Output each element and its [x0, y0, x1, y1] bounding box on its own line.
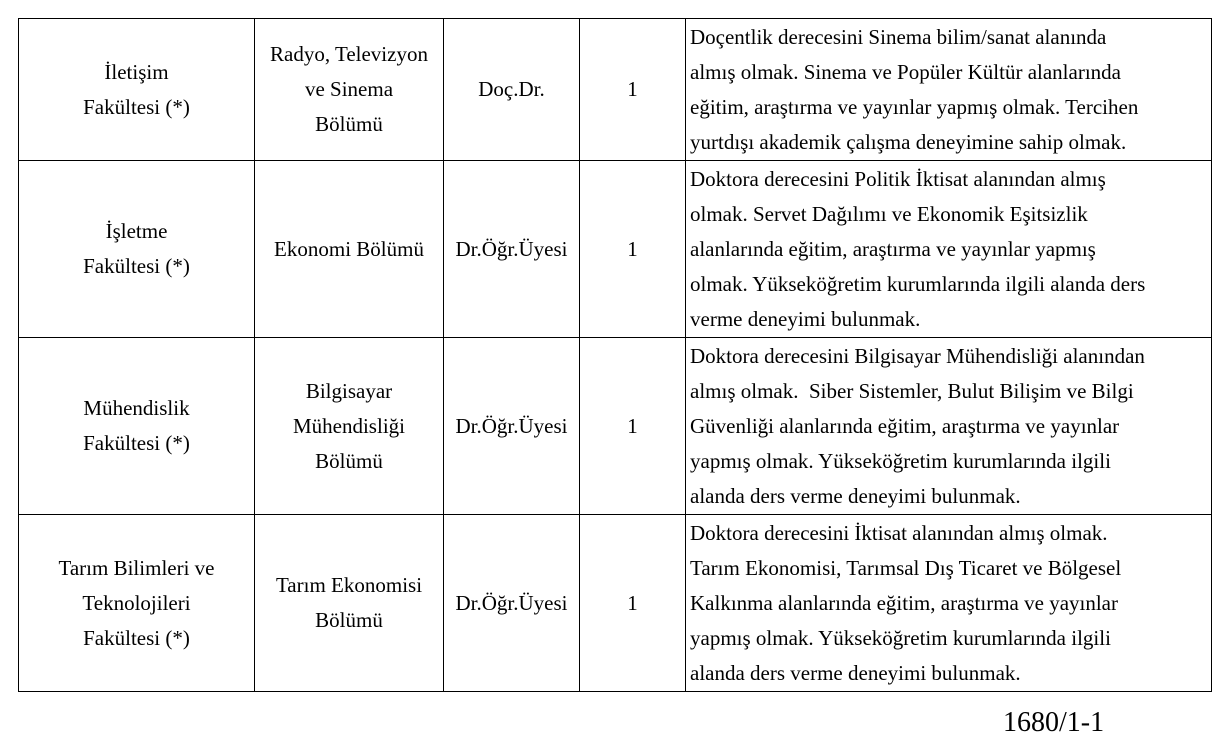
requirement-line: alanda ders verme deneyimi bulunmak.: [690, 660, 1021, 685]
requirement-line: Doktora derecesini Politik İktisat alanından almış: [690, 166, 1106, 191]
department-line: Radyo, Televizyon: [270, 42, 428, 66]
count-cell: 1: [580, 338, 686, 515]
requirement-line: Doktora derecesini İktisat alanından almış olmak.: [690, 520, 1108, 545]
department-line: Ekonomi Bölümü: [274, 236, 424, 261]
requirement-line: Doçentlik derecesini Sinema bilim/sanat alanında: [690, 24, 1107, 49]
requirement-line: yapmış olmak. Yükseköğretim kurumlarında ilgili: [690, 625, 1111, 650]
table-row: [19, 19, 1212, 161]
department-line: Bölümü: [315, 608, 383, 632]
requirements-cell: [686, 19, 1212, 161]
count-cell: 1: [580, 161, 686, 338]
table-row: [19, 338, 1212, 515]
requirement-line: yurtdışı akademik çalışma deneyimine sahip olmak.: [690, 129, 1127, 154]
table-row: [19, 515, 1212, 692]
requirement-line: Tarım Ekonomisi, Tarımsal Dış Ticaret ve Bölgesel: [690, 555, 1122, 580]
faculty-line: Teknolojileri: [82, 590, 191, 615]
department-line: ve Sinema: [304, 77, 394, 101]
faculty-line: Mühendislik: [83, 396, 190, 420]
title-cell: Dr.Öğr.Üyesi: [444, 338, 580, 515]
requirement-line: olmak. Yükseköğretim kurumlarında ilgili alanda ders: [690, 271, 1146, 296]
faculty-cell: [19, 161, 255, 338]
requirement-line: verme deneyimi bulunmak.: [690, 306, 921, 331]
position-announcement-table: [18, 18, 1212, 692]
requirement-line: olmak. Servet Dağılımı ve Ekonomik Eşitsizlik: [690, 201, 1088, 226]
faculty-line: Fakültesi (*): [83, 254, 190, 278]
requirements-cell: [686, 161, 1212, 338]
title-cell: Dr.Öğr.Üyesi: [444, 161, 580, 338]
requirement-line: Güvenliği alanlarında eğitim, araştırma ve yayınlar: [690, 413, 1120, 438]
requirement-line: almış olmak. Siber Sistemler, Bulut Bilişim ve Bilgi: [690, 378, 1134, 403]
department-cell: [255, 515, 444, 692]
faculty-line: Fakültesi (*): [83, 431, 190, 455]
requirement-line: Doktora derecesini Bilgisayar Mühendisliği alanından: [690, 343, 1145, 368]
requirements-cell: [686, 515, 1212, 692]
count-cell: 1: [580, 515, 686, 692]
faculty-cell: [19, 338, 255, 515]
faculty-cell: [19, 19, 255, 161]
title-cell: Dr.Öğr.Üyesi: [444, 515, 580, 692]
requirement-line: yapmış olmak. Yükseköğretim kurumlarında ilgili: [690, 448, 1111, 473]
department-line: Mühendisliği: [292, 413, 405, 438]
department-line: Bölümü: [315, 448, 383, 473]
table-row: [19, 161, 1212, 338]
department-line: Tarım Ekonomisi: [275, 573, 423, 597]
faculty-line: Tarım Bilimleri ve: [58, 555, 215, 580]
page-number: 1680/1-1: [1003, 707, 1105, 738]
faculty-line: Fakültesi (*): [83, 94, 190, 119]
faculty-cell: [19, 515, 255, 692]
requirement-line: Kalkınma alanlarında eğitim, araştırma ve yayınlar: [690, 590, 1118, 615]
count-cell: 1: [580, 19, 686, 161]
faculty-line: İşletme: [105, 219, 168, 243]
department-cell: [255, 161, 444, 338]
title-cell: Doç.Dr.: [444, 19, 580, 161]
department-line: Bölümü: [315, 112, 383, 136]
faculty-line: Fakültesi (*): [83, 625, 190, 650]
requirement-line: eğitim, araştırma ve yayınlar yapmış olmak. Tercihen: [690, 94, 1139, 119]
requirement-line: alanda ders verme deneyimi bulunmak.: [690, 483, 1021, 508]
requirements-cell: [686, 338, 1212, 515]
department-cell: [255, 19, 444, 161]
department-line: Bilgisayar: [305, 378, 393, 403]
requirement-line: almış olmak. Sinema ve Popüler Kültür alanlarında: [690, 59, 1121, 84]
department-cell: [255, 338, 444, 515]
requirement-line: alanlarında eğitim, araştırma ve yayınlar yapmış: [690, 236, 1096, 261]
faculty-line: İletişim: [104, 59, 169, 84]
